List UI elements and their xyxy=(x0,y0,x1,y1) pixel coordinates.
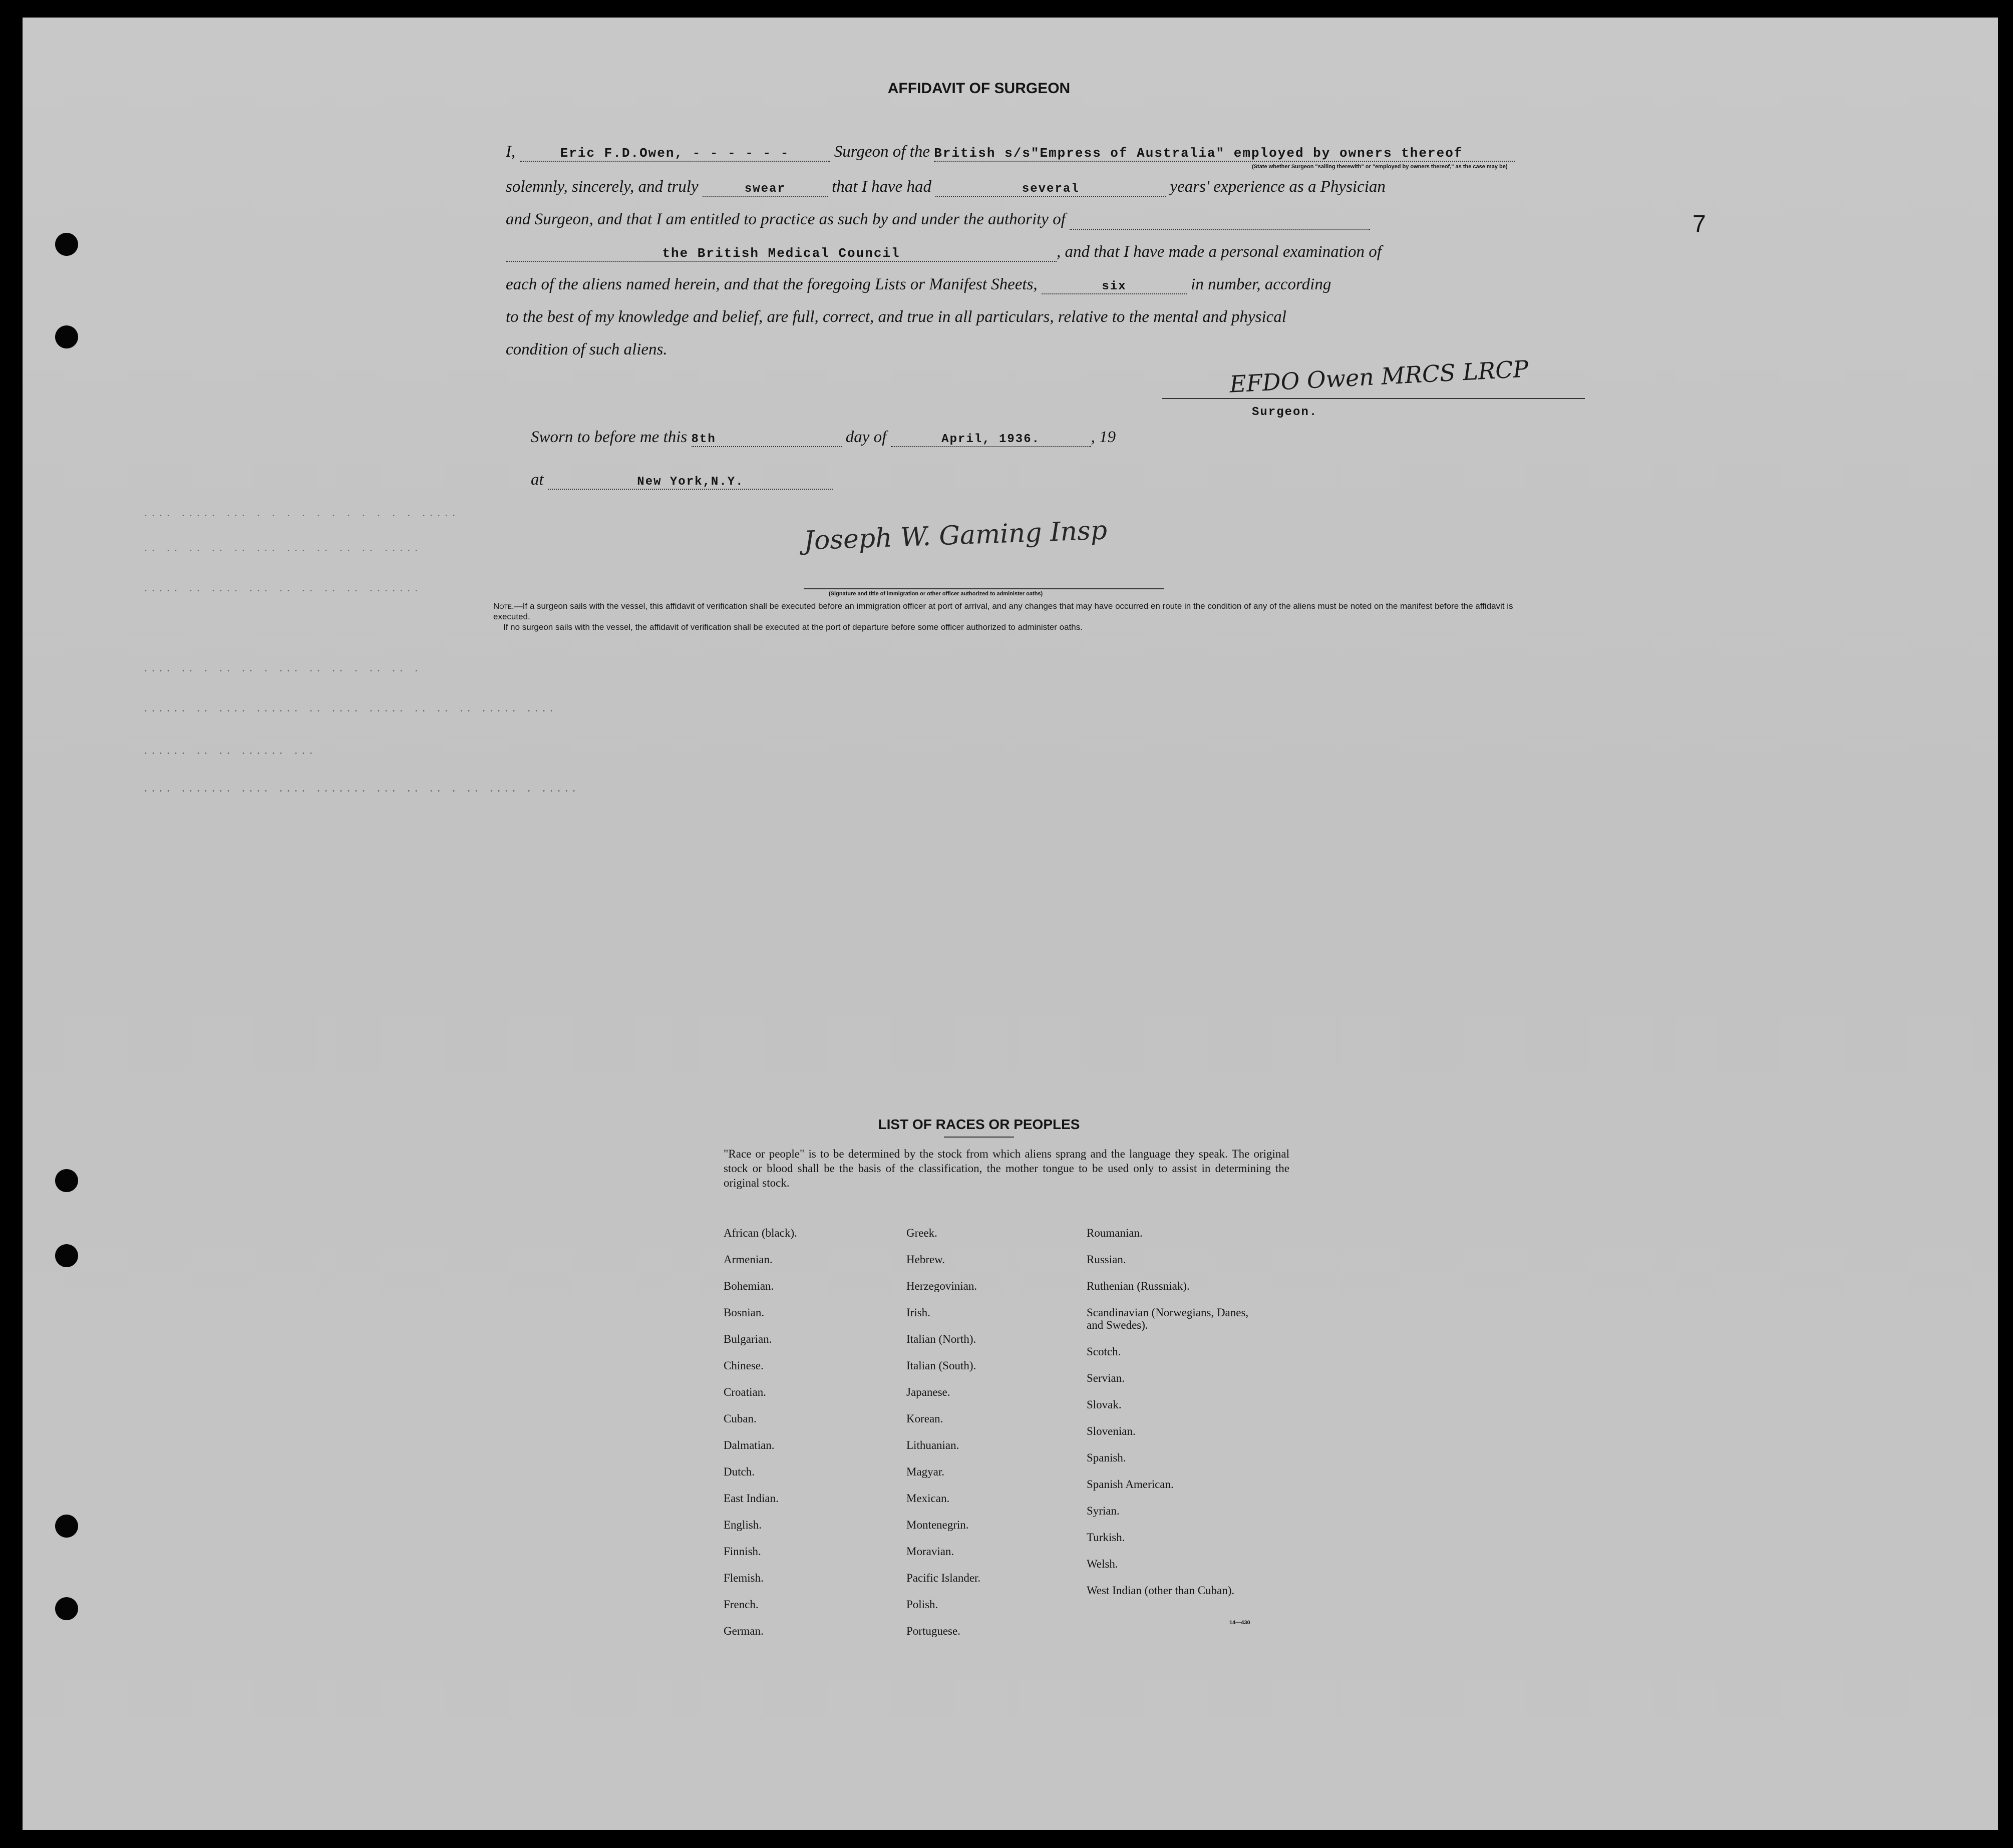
race-item: Slovenian. xyxy=(1087,1425,1136,1437)
sworn-month-field: April, 1936. xyxy=(891,433,1091,447)
race-item: Slovak. xyxy=(1087,1398,1122,1411)
race-item: Herzegovinian. xyxy=(906,1280,977,1292)
race-item: Bohemian. xyxy=(724,1280,774,1292)
races-title: LIST OF RACES OR PEOPLES xyxy=(878,1117,1080,1132)
race-item: Bosnian. xyxy=(724,1306,765,1319)
race-item: Roumanian. xyxy=(1087,1227,1143,1239)
bleed-through-row: ..... .. .... ... .. .. .. .. ....... xyxy=(143,583,421,595)
binder-hole xyxy=(55,325,78,348)
affidavit-line-1 xyxy=(506,143,1515,162)
race-item: Cuban. xyxy=(724,1412,757,1425)
race-item: Hebrew. xyxy=(906,1253,945,1266)
binder-hole xyxy=(55,1244,78,1267)
bleed-through-row: .... ....... .... .... ....... ... .. .. . .. .... . ..... xyxy=(143,784,579,795)
race-item: Montenegrin. xyxy=(906,1519,969,1531)
capacity-hint: (State whether Surgeon "sailing therewith" or "employed by owners thereof," as the case may be) xyxy=(1252,164,1508,170)
binder-hole xyxy=(55,1169,78,1192)
line1-pre: I, xyxy=(506,143,516,161)
race-item: German. xyxy=(724,1625,764,1637)
race-item: Italian (North). xyxy=(906,1333,976,1345)
line5-pre: each of the aliens named herein, and that the foregoing Lists or Manifest Sheets, xyxy=(506,275,1038,293)
affidavit-line-2 xyxy=(506,178,1386,197)
surgeon-name-field: Eric F.D.Owen, - - - - - - xyxy=(520,146,830,162)
sworn-pre: Sworn to before me this xyxy=(531,428,688,446)
race-item: Dutch. xyxy=(724,1465,755,1478)
race-item: Welsh. xyxy=(1087,1558,1118,1570)
race-item: Ruthenian (Russniak). xyxy=(1087,1280,1190,1292)
binder-hole xyxy=(55,233,78,256)
note-text-1: —If a surgeon sails with the vessel, this affidavit of verification shall be executed before an immigration officer at port of arrival, and any changes that may have occurred en route in the condition of any of the aliens must be noted on the manifest before the affidavit is executed. xyxy=(493,601,1513,621)
line3-text: and Surgeon, and that I am entitled to practice as such by and under the authority of xyxy=(506,210,1066,228)
race-item: Magyar. xyxy=(906,1465,945,1478)
affidavit-title: AFFIDAVIT OF SURGEON xyxy=(887,80,1071,97)
race-item: East Indian. xyxy=(724,1492,779,1505)
page-number-mark: 7 xyxy=(1693,211,1706,237)
race-item: Servian. xyxy=(1087,1372,1125,1384)
binder-hole xyxy=(55,1515,78,1538)
at-label: at xyxy=(531,471,544,489)
oath-field: swear xyxy=(703,182,828,197)
race-item: Russian. xyxy=(1087,1253,1126,1266)
affidavit-line-4 xyxy=(506,243,1382,262)
races-column-2 xyxy=(906,1227,1072,1651)
races-column-1 xyxy=(724,1227,889,1651)
sworn-post: , 19 xyxy=(1091,428,1116,446)
sheet-count-field: six xyxy=(1042,280,1187,294)
officer-signature: Joseph W. Gaming Insp xyxy=(803,515,1108,556)
years-field: several xyxy=(935,182,1166,197)
race-item: Dalmatian. xyxy=(724,1439,775,1451)
race-item: Spanish. xyxy=(1087,1451,1126,1464)
authority-blank xyxy=(1070,210,1370,230)
race-item: West Indian (other than Cuban). xyxy=(1087,1584,1235,1597)
bleed-through-row: .... .. . .. .. . ... .. .. . .. .. . xyxy=(143,663,421,675)
officer-signature-line xyxy=(804,588,1164,589)
race-item: Moravian. xyxy=(906,1545,954,1558)
race-item: Croatian. xyxy=(724,1386,766,1398)
location-line xyxy=(531,471,833,490)
race-item: Scotch. xyxy=(1087,1345,1121,1358)
affidavit-line-5 xyxy=(506,275,1331,294)
ship-field: British s/s"Empress of Australia" employed by owners thereof xyxy=(934,146,1515,162)
race-item: Chinese. xyxy=(724,1359,764,1372)
affidavit-note xyxy=(493,601,1515,632)
race-item: Pacific Islander. xyxy=(906,1572,981,1584)
bleed-through-row: .... ..... ... . . . . . . . . . . . ..... xyxy=(143,508,459,520)
race-item: Italian (South). xyxy=(906,1359,976,1372)
authority-field: the British Medical Council xyxy=(506,246,1057,262)
race-item: Scandinavian (Norwegians, Danes, and Swedes). xyxy=(1087,1306,1249,1331)
race-item: Greek. xyxy=(906,1227,937,1239)
line2-pre: solemnly, sincerely, and truly xyxy=(506,178,699,196)
race-item: Finnish. xyxy=(724,1545,761,1558)
affidavit-line-3 xyxy=(506,210,1370,230)
races-title-rule xyxy=(944,1137,1014,1138)
race-item: Polish. xyxy=(906,1598,938,1611)
form-number: 14—430 xyxy=(1229,1620,1250,1626)
binder-hole xyxy=(55,1597,78,1620)
bleed-through-row: ...... .. .. ...... ... xyxy=(143,746,316,758)
race-item: Bulgarian. xyxy=(724,1333,772,1345)
race-item: Korean. xyxy=(906,1412,943,1425)
line1-mid: Surgeon of the xyxy=(834,143,930,161)
bleed-through-row: .. .. .. .. .. ... ... .. .. .. ..... xyxy=(143,543,421,555)
document-page xyxy=(23,18,1998,1830)
race-item: Syrian. xyxy=(1087,1505,1120,1517)
race-item: Flemish. xyxy=(724,1572,764,1584)
location-field: New York,N.Y. xyxy=(548,475,833,490)
races-column-3 xyxy=(1087,1227,1267,1623)
race-item: Portuguese. xyxy=(906,1625,960,1637)
note-label: Note. xyxy=(493,601,514,611)
race-item: French. xyxy=(724,1598,759,1611)
line2-post: years' experience as a Physician xyxy=(1170,178,1386,196)
signature-line xyxy=(1162,398,1585,399)
affidavit-line-6: to the best of my knowledge and belief, are full, correct, and true in all particulars, relative to the mental and physical xyxy=(506,308,1286,326)
surgeon-label: Surgeon. xyxy=(1252,406,1318,419)
note-text-2: If no surgeon sails with the vessel, the affidavit of verification shall be executed at the port of departure before some officer authorized to administer oaths. xyxy=(503,622,1083,632)
race-item: Mexican. xyxy=(906,1492,950,1505)
race-item: Irish. xyxy=(906,1306,930,1319)
race-item: English. xyxy=(724,1519,762,1531)
bleed-through-row: ...... .. .... ...... .. .... ..... .. .. .. ..... .... xyxy=(143,703,556,715)
race-item: Spanish American. xyxy=(1087,1478,1174,1491)
race-item: Japanese. xyxy=(906,1386,950,1398)
races-intro: "Race or people" is to be determined by the stock from which aliens sprang and the language they speak. The original stock or blood shall be the basis of the classification, the mother tongue to be used only to assist in determining the original stock. xyxy=(724,1148,1289,1189)
sworn-mid: day of xyxy=(845,428,887,446)
officer-caption: (Signature and title of immigration or other officer authorized to administer oaths) xyxy=(829,591,1043,597)
sworn-line xyxy=(531,428,1116,447)
sworn-day-field: 8th xyxy=(692,433,842,447)
surgeon-signature: EFDO Owen MRCS LRCP xyxy=(1228,355,1529,398)
line2-mid: that I have had xyxy=(832,178,931,196)
line4-post: , and that I have made a personal examination of xyxy=(1057,243,1382,261)
race-item: Turkish. xyxy=(1087,1531,1125,1544)
race-item: Lithuanian. xyxy=(906,1439,959,1451)
race-item: Armenian. xyxy=(724,1253,773,1266)
affidavit-line-7: condition of such aliens. xyxy=(506,340,667,358)
line5-post: in number, according xyxy=(1191,275,1331,293)
race-item: African (black). xyxy=(724,1227,797,1239)
